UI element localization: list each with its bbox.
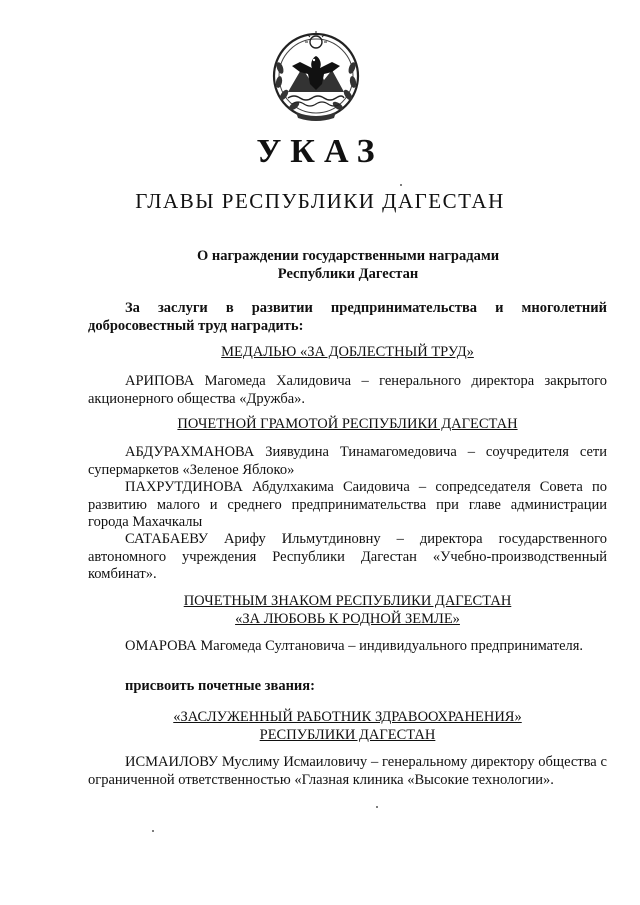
award-entry: АБДУРАХМАНОВА Зиявудина Тинамагомедовича – соучредителя сети супермаркетов «Зеленое Яблоко» [88, 444, 607, 478]
award-entry: ПАХРУТДИНОВА Абдулхакима Саидовича – сопредседателя Совета по развитию малого и среднего предпринимательства при главе администрации города Махачкалы [88, 479, 607, 530]
award-heading-medal: МЕДАЛЬЮ «ЗА ДОБЛЕСТНЫЙ ТРУД» [221, 344, 474, 360]
title-heading-healthcare [88, 709, 607, 744]
scan-speck [152, 830, 154, 832]
award-entry: ОМАРОВА Магомеда Султановича – индивидуального предпринимателя. [125, 638, 584, 654]
document-subtitle: ГЛАВЫ РЕСПУБЛИКИ ДАГЕСТАН [135, 189, 505, 213]
heading-line: «ЗАСЛУЖЕННЫЙ РАБОТНИК ЗДРАВООХРАНЕНИЯ» [173, 709, 522, 725]
intro-paragraph: За заслуги в развитии предпринимательства и многолетний добросовестный труд наградить: [88, 300, 607, 334]
award-entry: АРИПОВА Магомеда Халидовича – генерального директора закрытого акционерного общества «Дружба». [88, 373, 607, 407]
scan-speck [400, 184, 402, 186]
scan-speck [376, 806, 378, 808]
document-subject [0, 247, 640, 283]
heading-line: «ЗА ЛЮБОВЬ К РОДНОЙ ЗЕМЛЕ» [235, 610, 460, 627]
subject-line: О награждении государственными наградами [196, 248, 500, 264]
award-heading-gramota: ПОЧЕТНОЙ ГРАМОТОЙ РЕСПУБЛИКИ ДАГЕСТАН [177, 416, 518, 432]
heading-line: ПОЧЕТНЫМ ЗНАКОМ РЕСПУБЛИКИ ДАГЕСТАН [183, 593, 512, 609]
subject-line: Республики Дагестан [277, 266, 419, 282]
dagestan-coat-of-arms-icon [270, 28, 362, 124]
titles-intro: присвоить почетные звания: [125, 678, 315, 694]
award-entry: ИСМАИЛОВУ Муслиму Исмаиловичу – генеральному директору общества с ограниченной ответственностью «Глазная клиника «Высокие технологии». [88, 754, 607, 788]
award-heading-znak [88, 593, 607, 628]
document-title: УКАЗ [256, 133, 384, 170]
award-entry: САТАБАЕВУ Арифу Ильмутдиновну – директора государственного автономного учреждения Республики Дагестан «Учебно-производственный комбинат». [88, 531, 607, 582]
heading-line: РЕСПУБЛИКИ ДАГЕСТАН [259, 726, 436, 743]
